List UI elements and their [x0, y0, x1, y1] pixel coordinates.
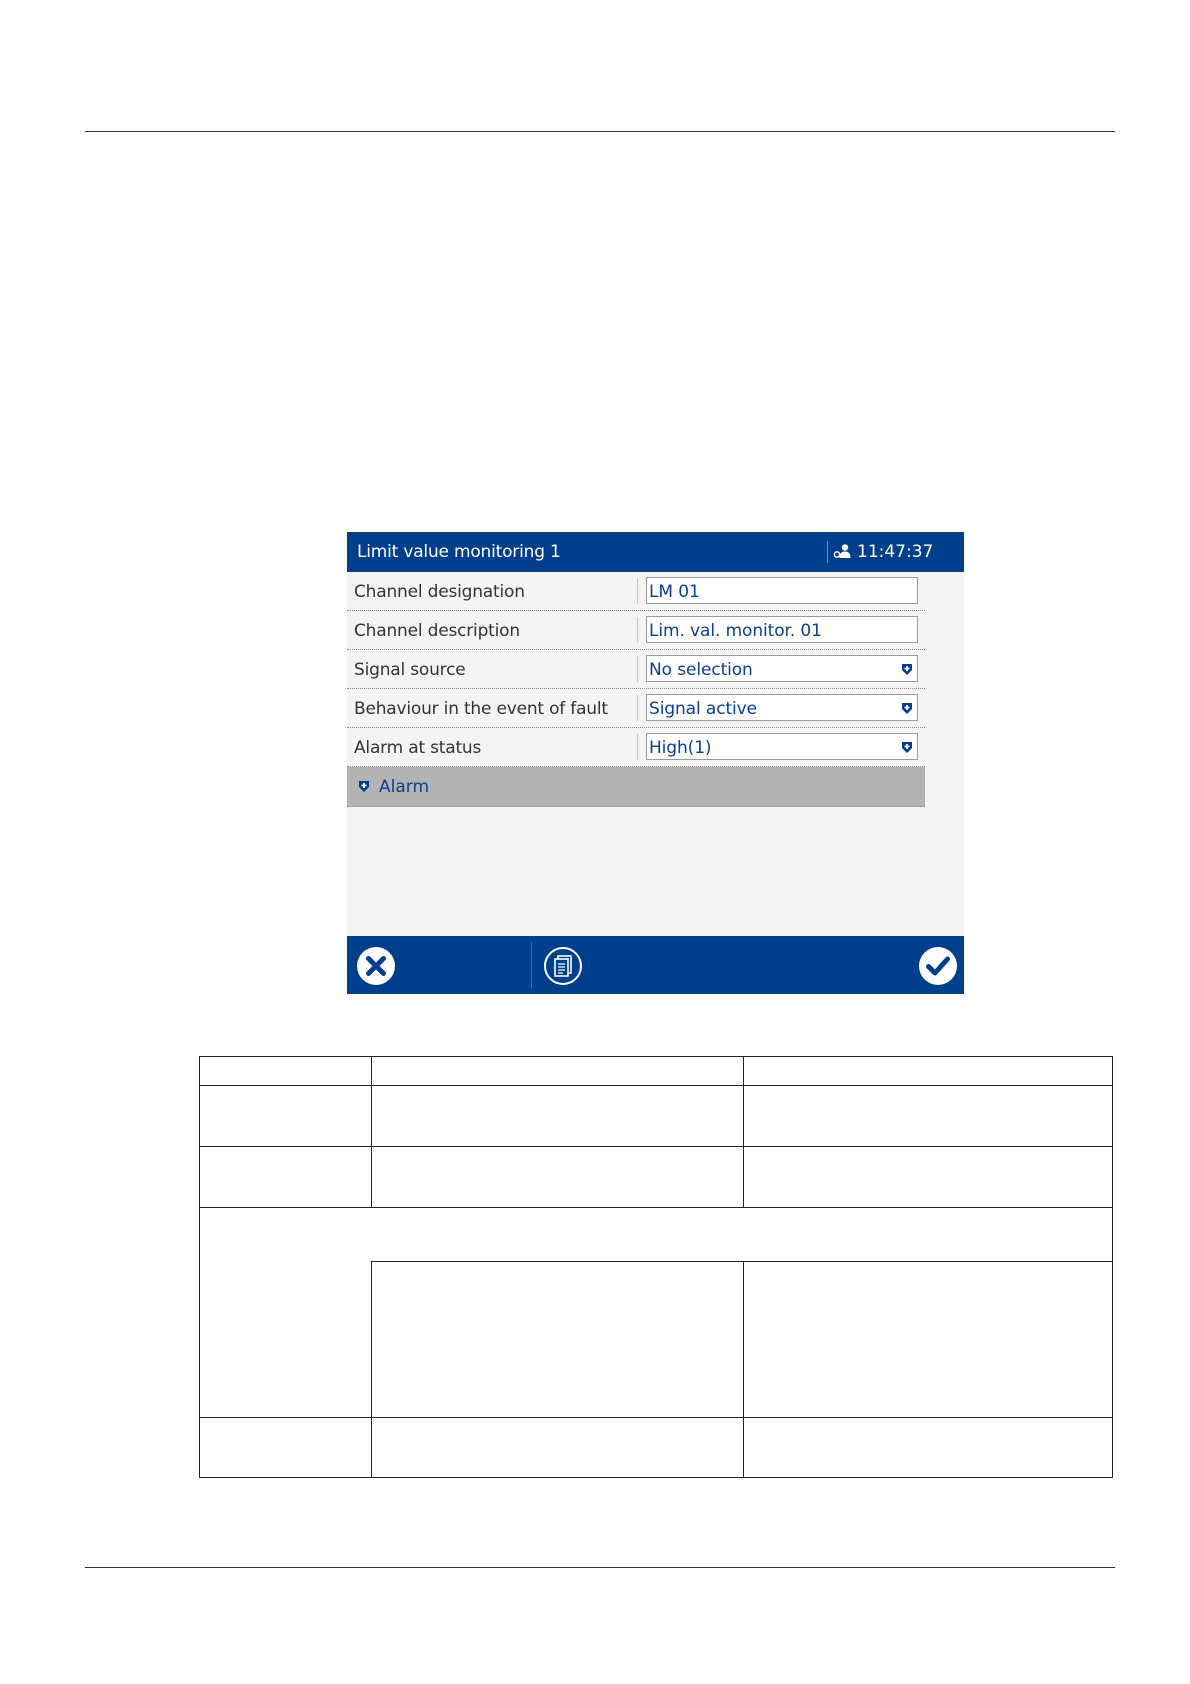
title-separator: [827, 541, 828, 563]
table-cell: [199, 1146, 372, 1208]
footer-rule: [85, 1567, 1115, 1568]
channel-designation-field[interactable]: [646, 577, 918, 604]
alarm-section-header[interactable]: [347, 767, 925, 807]
param-row-signal-source: [347, 650, 925, 689]
screen-title: Limit value monitoring 1: [357, 542, 561, 562]
table-header-cell: [199, 1056, 372, 1086]
behaviour-fault-select[interactable]: [646, 694, 918, 721]
param-label: Channel description: [354, 621, 520, 641]
table-cell: [371, 1261, 744, 1418]
field-value: High(1): [649, 738, 712, 758]
alarm-status-select[interactable]: [646, 733, 918, 760]
column-separator: [637, 617, 638, 643]
table-header-cell: [743, 1056, 1113, 1086]
parameter-table: [199, 1056, 1113, 1478]
table-header-cell: [371, 1056, 744, 1086]
table-cell: [199, 1085, 372, 1147]
title-bar: [347, 532, 964, 572]
param-label: Channel designation: [354, 582, 525, 602]
chevron-down-icon: [901, 663, 913, 676]
param-row-alarm-status: [347, 728, 925, 767]
signal-source-select[interactable]: [646, 655, 918, 682]
device-screen: [347, 532, 964, 994]
expand-icon: [358, 780, 370, 793]
document-icon[interactable]: [543, 946, 583, 986]
chevron-down-icon: [901, 741, 913, 754]
section-label: Alarm: [379, 777, 430, 797]
param-label: Alarm at status: [354, 738, 482, 758]
footer-bar: [347, 936, 964, 994]
table-cell: [743, 1261, 1113, 1418]
field-value: No selection: [649, 660, 753, 680]
field-value: Lim. val. monitor. 01: [649, 621, 822, 641]
table-cell: [743, 1085, 1113, 1147]
field-value: Signal active: [649, 699, 757, 719]
table-cell: [371, 1085, 744, 1147]
header-rule: [85, 131, 1115, 132]
param-row-behaviour-fault: [347, 689, 925, 728]
field-value: LM 01: [649, 582, 700, 602]
table-cell: [371, 1417, 744, 1478]
column-separator: [637, 656, 638, 682]
user-key-icon[interactable]: [833, 543, 853, 561]
param-label: Behaviour in the event of fault: [354, 699, 608, 719]
chevron-down-icon: [901, 702, 913, 715]
cancel-icon[interactable]: [356, 946, 396, 986]
column-separator: [637, 734, 638, 760]
table-cell: [199, 1417, 372, 1478]
param-row-channel-description: [347, 611, 925, 650]
column-separator: [637, 578, 638, 604]
clock: 11:47:37: [857, 542, 934, 562]
table-cell: [743, 1146, 1113, 1208]
channel-description-field[interactable]: [646, 616, 918, 643]
param-row-channel-designation: [347, 572, 925, 611]
column-separator: [637, 695, 638, 721]
confirm-icon[interactable]: [918, 946, 958, 986]
table-cell: [743, 1417, 1113, 1478]
param-label: Signal source: [354, 660, 466, 680]
footer-separator: [531, 942, 532, 988]
table-cell: [371, 1146, 744, 1208]
